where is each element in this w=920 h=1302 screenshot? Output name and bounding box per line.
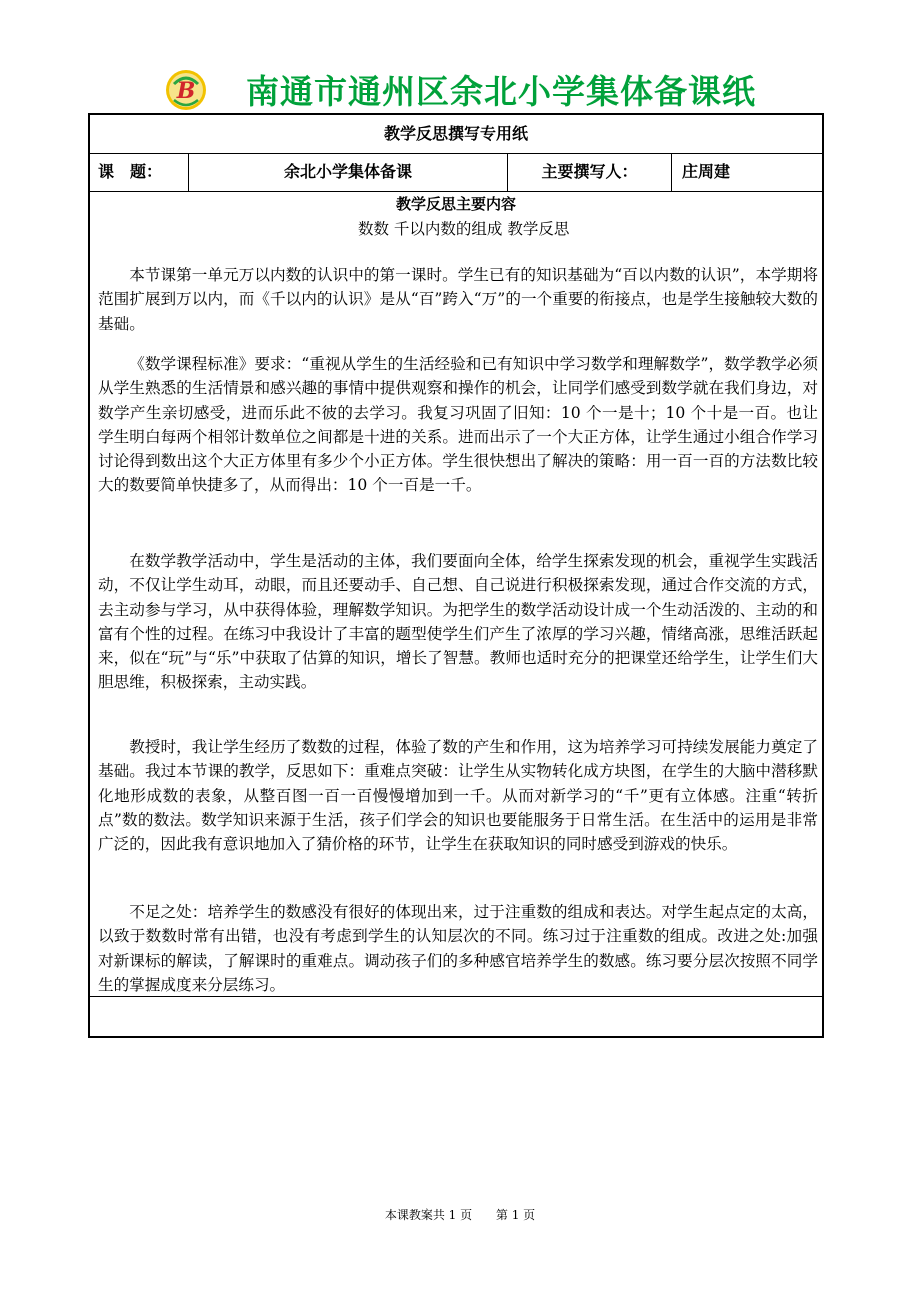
paragraph: 《数学课程标准》要求：“重视从学生的生活经验和已有知识中学习数学和理解数学”，数学教学必须从学生熟悉的生活情景和感兴趣的事情中提供观察和操作的机会，让同学们感受到数学就在我们身边，对数学产生亲切感受，进而乐此不彼的去学习。我复习巩固了旧知：10 个一是十；10 个十是一百。也让学生明白每两个相邻计数单位之间都是十进的关系。进而出示了一个大正方体，让学生通过小组合作学习讨论得到数出这个大正方体里有多少个小正方体。学生很快想出了解决的策略：用一百一百的方法数比较大的数要简单快捷多了，从而得出：10 个一百是一千。	[98, 355, 818, 495]
author-label: 主要撰写人：	[508, 153, 672, 191]
paragraph: 教授时，我让学生经历了数数的过程，体验了数的产生和作用，这为培养学习可持续发展能力奠定了基础。我过本节课的教学，反思如下：重难点突破：让学生从实物转化成方块图，在学生的大脑中潜移默化地形成数的表象，从整百图一百一百慢慢增加到一千。从而对新学习的“千”更有立体感。注重“转折点”数的数法。数学知识来源于生活，孩子们学会的知识也要能服务于日常生活。在生活中的运用是非常广泛的，因此我有意识地加入了猜价格的环节，让学生在获取知识的同时感受到游戏的快乐。	[98, 738, 818, 854]
topic-label: 课 题：	[90, 153, 189, 191]
form-title: 教学反思撰写专用纸	[90, 115, 822, 154]
lesson-subtitle: 数数 千以内数的组成 教学反思	[358, 220, 570, 238]
paragraph: 不足之处：培养学生的数感没有很好的体现出来，过于注重数的组成和表达。对学生起点定的太高，以致于数数时常有出错，也没有考虑到学生的认知层次的不同。练习过于注重数的组成。改进之处:加强对新课标的解读，了解课时的重难点。调动孩子们的多种感官培养学生的数感。练习要分层次按照不同学生的掌握成度来分层练习。	[98, 903, 818, 994]
school-logo-icon	[164, 68, 208, 112]
paragraph: 在数学教学活动中，学生是活动的主体，我们要面向全体，给学生探索发现的机会，重视学生实践活动，不仅让学生动耳，动眼，而且还要动手、自己想、自己说进行积极探索发现，通过合作交流的方式，去主动参与学习，从中获得体验，理解数学知识。为把学生的数学活动设计成一个生动活泼的、主动的和富有个性的过程。在练习中我设计了丰富的题型使学生们产生了浓厚的学习兴趣，情绪高涨，思维活跃起来，似在“玩”与“乐”中获取了估算的知识，增长了智慧。教师也适时充分的把课堂还给学生，让学生们大胆思维，积极探索，主动实践。	[98, 552, 818, 692]
content-heading: 教学反思主要内容	[395, 195, 516, 213]
topic-value: 余北小学集体备课	[189, 153, 508, 191]
total-pages: 本课教案共 1 页	[384, 1208, 473, 1222]
logo-letter: B	[176, 78, 196, 104]
author-value: 庄周建	[682, 162, 731, 181]
school-title: 南通市通州区余北小学集体备课纸	[246, 72, 756, 111]
info-row	[90, 153, 822, 192]
paragraph: 本节课第一单元万以内数的认识中的第一课时。学生已有的知识基础为“百以内数的认识”，本学期将范围扩展到万以内，而《千以内的认识》是从“百”跨入“万”的一个重要的衔接点，也是学生接触较大数的基础。	[98, 266, 818, 333]
reflection-form	[88, 113, 824, 1038]
content-area	[90, 191, 822, 997]
page-header	[160, 62, 860, 114]
page-footer	[0, 1206, 920, 1224]
current-page: 第 1 页	[495, 1208, 536, 1222]
